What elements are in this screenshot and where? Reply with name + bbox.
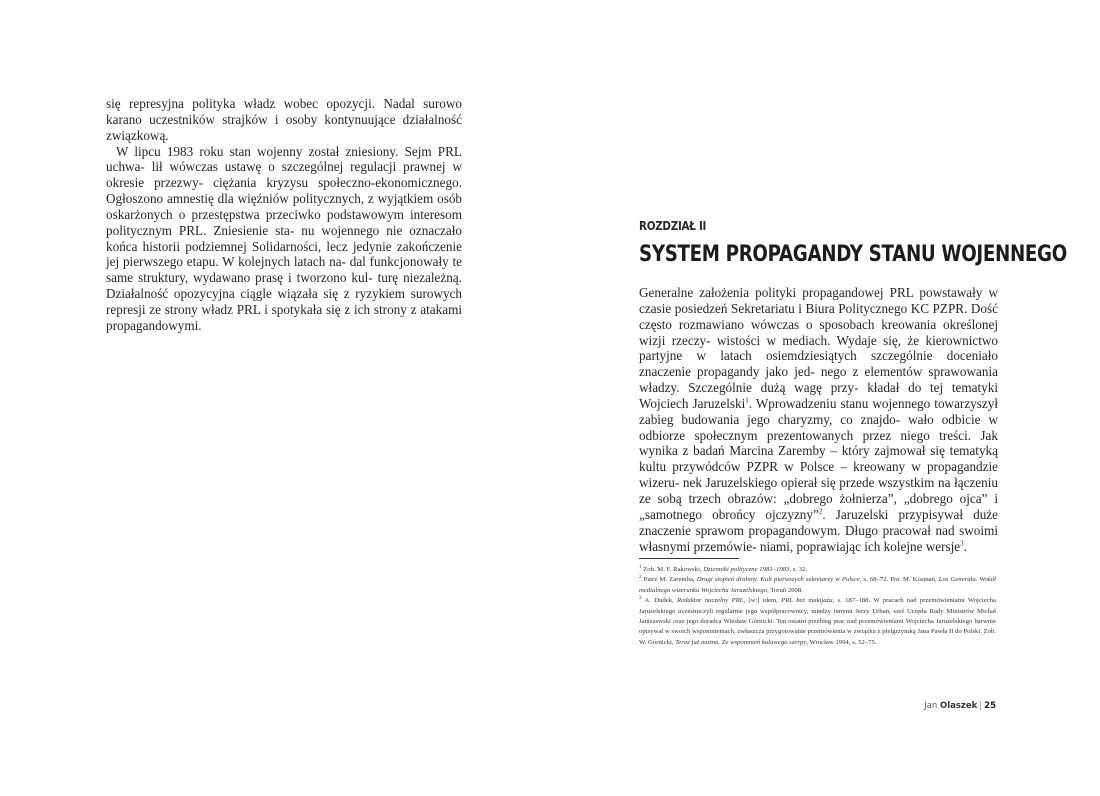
footnote-text: , s. 32.	[789, 566, 808, 573]
text-line: niami, poprawiając ich kolejne wersje	[759, 538, 961, 554]
footnote-text: Patrz M. Zaremba,	[643, 576, 697, 584]
footnotes	[639, 565, 996, 648]
text-line: trzech obrazów: „dobrego żołnierza”, „dobrego ojca” i „samotnego	[639, 490, 998, 522]
text-line: przeciwko podstawowym interesom politycznym PRL. Zniesienie sta-	[106, 206, 462, 238]
footnote-title: Teraz już można. Ze wspomnień kulawego szerpy	[675, 638, 807, 646]
footnote-title: Redaktor naczelny PRL	[677, 597, 744, 605]
footnote-text: , [w:] idem,	[743, 597, 782, 605]
text-line: posiedzeń Sekretariatu i Biura Politycznego KC PZPR. Dość często	[639, 300, 999, 332]
text-line: surowych represji ze strony władz PRL i spotykała się z ich strony	[106, 286, 463, 317]
chapter-title: SYSTEM PROPAGANDY STANU WOJENNEGO	[639, 242, 1067, 267]
footnote-ref[interactable]: 1	[745, 396, 749, 405]
footnote-number: 1	[639, 564, 642, 570]
chapter-label: ROZDZIAŁ II	[639, 219, 707, 233]
footnote-3	[639, 596, 996, 648]
chapter-paragraph	[639, 285, 998, 554]
text-line: lecz jedynie zakończenie jej pierwszego etapu. W kolejnych latach na-	[106, 238, 462, 270]
text-line: wistości w mediach. Wydaje się, że kierownictwo partyjne w latach	[639, 332, 998, 364]
text-line: ciężania kryzysu społeczno-ekonomicznego. Ogłoszono amnestię dla	[106, 175, 462, 207]
text-line: . Jaruzelski przypisywał duże znaczenie sprawom	[639, 506, 998, 538]
right-page	[550, 0, 1100, 796]
running-author-first: Jan	[924, 701, 938, 711]
text-line: lił wówczas ustawę o szczególnej regulacji prawnej w okresie przezwy-	[106, 159, 462, 191]
running-author-last: Olaszek	[939, 701, 978, 711]
text-line: W lipcu 1983 roku stan wojenny został zniesiony. Sejm PRL uchwa-	[106, 143, 462, 175]
text-line: turę niezależną. Działalność opozycyjna ciągle wiązała się z ryzykiem	[106, 270, 462, 302]
text-line: nego z elementów sprawowania władzy. Szczególnie dużą wagę przy-	[639, 364, 999, 396]
footnote-text: , s. 68–72. Por. M. Kosman,	[859, 576, 939, 584]
text-line: się represyjna polityka władz wobec opozycji. Nadal surowo karano	[106, 96, 462, 127]
text-line: rozmawiano wówczas o sposobach kreowania określonej wizji rzeczy-	[639, 316, 998, 348]
footnote-ref[interactable]: 2	[818, 507, 823, 516]
paragraph-1	[106, 96, 462, 144]
text-line: z atakami propagandowymi.	[106, 301, 462, 333]
left-page-text	[106, 96, 462, 334]
footnote-title: PRL bez makijażu	[781, 597, 833, 605]
right-page-text	[639, 285, 998, 554]
text-line: osiemdziesiątych szczególnie doceniało znaczenie propagandy jako jed-	[639, 348, 999, 380]
footnote-divider	[639, 558, 739, 559]
footnote-title: Drugi stopień drabiny. Kult pierwszych sekretarzy w Polsce	[696, 576, 860, 584]
text-line: wojennego towarzyszył zabieg budowania jego charyzmy, co znajdo-	[639, 395, 999, 427]
text-line: uczestników strajków i osoby kontynuujące działalność związkową.	[106, 111, 463, 143]
text-line: kładał do tej tematyki Wojciech Jaruzelski	[639, 380, 998, 411]
text-line: Generalne założenia polityki propagandowej PRL powstawały w czasie	[639, 285, 998, 316]
footnote-1	[639, 565, 996, 575]
footnote-text: , Toruń 2008.	[767, 586, 803, 594]
text-line: kultu przywódców PZPR w Polsce – kreowany w propagandzie wizeru-	[639, 459, 998, 491]
footnote-text: A. Dudek,	[644, 597, 678, 605]
text-line: dal funkcjonowały te same struktury, wydawano prasę i tworzono kul-	[106, 254, 462, 286]
text-line: wało odbicie w odbiorze społecznym prezentowanych przez niego treści.	[639, 411, 998, 443]
footnote-title: Los Generała. Wokół medialnego wizerunku Wojciecha Jaruzelskiego	[639, 576, 997, 594]
text-line: propagandowym. Długo pracował nad swoimi własnymi przemówie-	[639, 522, 998, 554]
footnote-text: , s. 187–188. W pracach nad przemówieniami Wojciecha Jaruzelskiego uczestniczyli regularnie jego współpracownicy, między innymi Jerzy Urban, szef Urzędu Rady Ministrów Michał Janiszewski oraz jego doradca Wiesław Górnicki. Ten ostatni przebieg prac nad przemówieniami Wojciecha Jaruzelskiego barwnie opisywał w swoich wspomnieniach, zwłaszcza przygotowanie przemówienia w związku z pielgrzymką Jana Pawła II do Polski. Zob. W. Górnicki,	[639, 597, 996, 646]
text-line: więźniów politycznych, z wyjątkiem osób oskarżonych o przestępstwa	[106, 191, 463, 222]
folio-separator: |	[979, 701, 983, 711]
text-line: Jak wynika z badań Marcina Zaremby – który zajmował się tematyką	[639, 427, 999, 459]
footnote-text: , Wrocław 1994, s. 52–75.	[806, 638, 877, 646]
text-line: nek Jaruzelskiego opierał się przede wszystkim na łączeniu ze sobą	[639, 475, 998, 506]
text-line: . Wprowadzeniu stanu	[748, 395, 869, 411]
paragraph-2	[106, 144, 462, 334]
footnote-number: 3	[639, 595, 642, 601]
footnote-ref[interactable]: 3	[960, 539, 964, 548]
footnote-2	[639, 575, 996, 596]
text-line: nu wojennego nie oznaczało końca historii podziemnej Solidarności,	[106, 222, 463, 254]
footnote-text: Zob. M. F. Rakowski,	[643, 566, 704, 573]
page-folio	[924, 701, 996, 711]
text-line: obrońcy ojczyzny”	[712, 506, 819, 522]
footnote-number: 2	[639, 575, 642, 581]
page-number: 25	[984, 701, 996, 711]
footnote-title: Dzienniki polityczne 1981–1983	[703, 566, 790, 573]
text-line: .	[963, 538, 967, 554]
